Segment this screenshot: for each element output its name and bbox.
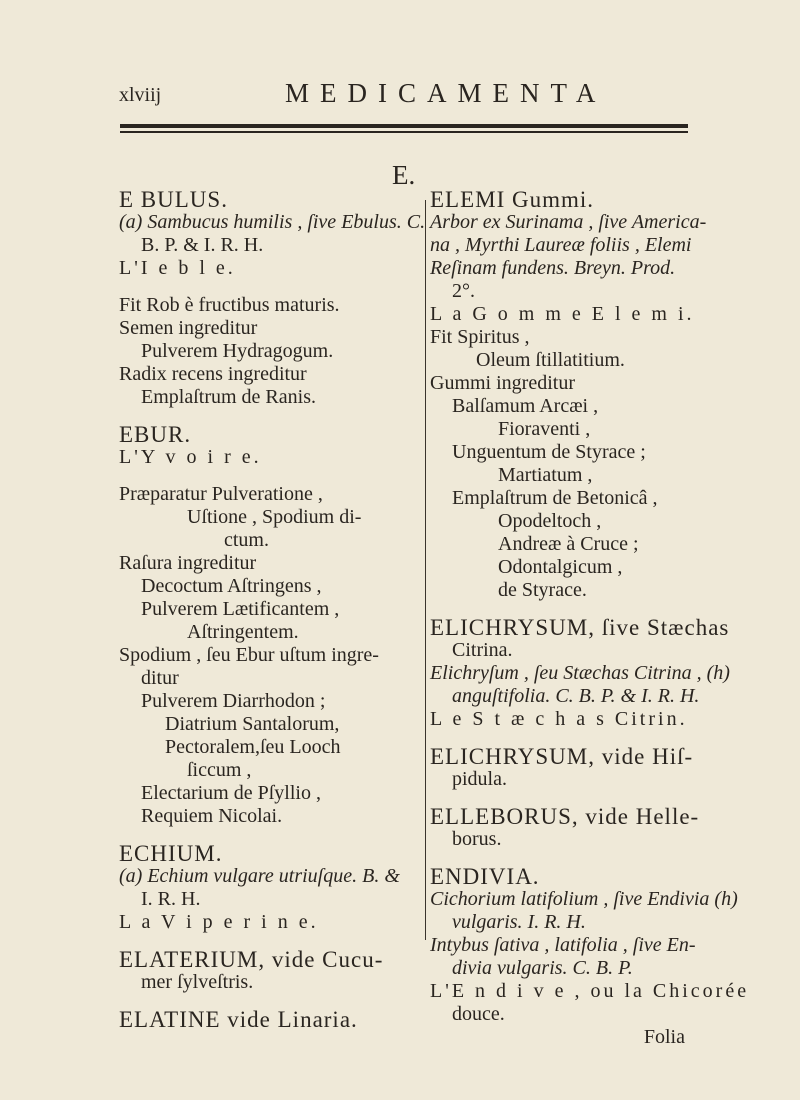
text-line: Diatrium Santalorum, xyxy=(165,713,340,735)
line-gap xyxy=(119,828,414,842)
text-line: Emplaſtrum de Betonicâ , xyxy=(452,487,658,509)
text-line: Gummi ingreditur xyxy=(430,372,575,394)
text-line: anguſtifolia. C. B. P. & I. R. H. xyxy=(452,685,700,707)
text-line: Opodeltoch , xyxy=(498,510,602,532)
text-line: I. R. H. xyxy=(141,888,201,910)
text-line: Emplaſtrum de Ranis. xyxy=(141,386,316,408)
text-line: (a) Echium vulgare utriuſque. B. & xyxy=(119,865,400,887)
line-gap xyxy=(430,731,685,745)
text-line: Pulverem Hydragogum. xyxy=(141,340,334,362)
line-gap xyxy=(430,602,685,616)
text-line: Cichorium latifolium , ſive Endivia (h) xyxy=(430,888,738,910)
text-line: Requiem Nicolai. xyxy=(141,805,283,827)
line-gap xyxy=(119,409,414,423)
entry-heading: ELEMI Gummi. xyxy=(430,187,595,212)
text-line: Odontalgicum , xyxy=(498,556,623,578)
entry-heading: ELLEBORUS, vide Helle- xyxy=(430,804,700,829)
text-line: 2°. xyxy=(452,280,475,302)
text-line: Radix recens ingreditur xyxy=(119,363,307,385)
line-gap xyxy=(119,280,414,294)
text-line: Arbor ex Surinama , ſive America- xyxy=(430,211,707,233)
text-line: Electarium de Pſyllio , xyxy=(141,782,321,804)
text-line: L a G o m m e E l e m i. xyxy=(430,303,695,325)
text-line: Elichryſum , ſeu Stæchas Citrina , (h) xyxy=(430,662,730,684)
entry-heading: ENDIVIA. xyxy=(430,864,540,889)
text-line: Pulverem Lætificantem , xyxy=(141,598,340,620)
text-line: L e S t æ c h a s Citrin. xyxy=(430,708,688,730)
line-gap xyxy=(119,469,414,483)
text-line: Pulverem Diarrhodon ; xyxy=(141,690,326,712)
text-line: Oleum ſtillatitium. xyxy=(476,349,625,371)
text-line: Balſamum Arcæi , xyxy=(452,395,599,417)
text-line: vulgaris. I. R. H. xyxy=(452,911,586,933)
text-line: L'E n d i v e , ou la Chicorée xyxy=(430,980,750,1002)
text-line: divia vulgaris. C. B. P. xyxy=(452,957,633,979)
text-line: Uſtione , Spodium di- xyxy=(187,506,362,528)
right-column xyxy=(430,187,750,1049)
text-line: L'Y v o i r e. xyxy=(119,446,262,468)
entry-heading: EBUR. xyxy=(119,422,192,447)
text-line: de Styrace. xyxy=(498,579,587,601)
text-line: Intybus ſativa , latifolia , ſive En- xyxy=(430,934,696,956)
header-rule xyxy=(120,124,688,128)
entry-heading: ELATINE vide Linaria. xyxy=(119,1007,358,1032)
text-line: Pectoralem,ſeu Looch xyxy=(165,736,341,758)
entry-heading: ELICHRYSUM, vide Hiſ- xyxy=(430,744,694,769)
column-divider xyxy=(425,200,426,940)
line-gap xyxy=(430,791,685,805)
text-line: Andreæ à Cruce ; xyxy=(498,533,639,555)
text-line: Folia xyxy=(643,1026,685,1048)
page-number: xlviij xyxy=(119,84,162,106)
text-line: ditur xyxy=(141,667,179,689)
line-gap xyxy=(119,994,414,1008)
entry-heading: ELATERIUM, vide Cucu- xyxy=(119,947,384,972)
header-rule-thin xyxy=(120,131,688,133)
text-line: Martiatum , xyxy=(498,464,593,486)
entry-heading: ECHIUM. xyxy=(119,841,223,866)
text-line: (a) Sambucus humilis , ſive Ebulus. C. xyxy=(119,211,426,233)
text-line: mer ſylveſtris. xyxy=(141,971,254,993)
text-line: Unguentum de Styrace ; xyxy=(452,441,646,463)
text-line: ctum. xyxy=(224,529,269,551)
text-line: Aſtringentem. xyxy=(187,621,299,643)
text-line: Raſura ingreditur xyxy=(119,552,257,574)
text-line: L'I e b l e. xyxy=(119,257,236,279)
section-letter: E. xyxy=(392,160,416,190)
text-line: douce. xyxy=(452,1003,505,1025)
text-line: ſiccum , xyxy=(187,759,252,781)
entry-heading: E BULUS. xyxy=(119,187,228,212)
text-line: pidula. xyxy=(452,768,507,790)
text-line: Præparatur Pulveratione , xyxy=(119,483,323,505)
text-line: Citrina. xyxy=(452,639,513,661)
left-column xyxy=(119,187,426,1032)
entry-heading: ELICHRYSUM, ſive Stæchas xyxy=(430,615,730,640)
text-line: Reſinam fundens. Breyn. Prod. xyxy=(430,257,676,279)
text-line: Fit Spiritus , xyxy=(430,326,530,348)
text-line: na , Myrthi Laureæ foliis , Elemi xyxy=(430,234,692,256)
text-line: Spodium , ſeu Ebur uſtum ingre- xyxy=(119,644,379,666)
text-line: borus. xyxy=(452,828,502,850)
text-line: Decoctum Aſtringens , xyxy=(141,575,322,597)
text-line: L a V i p e r i n e. xyxy=(119,911,319,933)
text-line: Semen ingreditur xyxy=(119,317,258,339)
running-title: MEDICAMENTA xyxy=(285,78,607,108)
line-gap xyxy=(119,934,414,948)
text-line: B. P. & I. R. H. xyxy=(141,234,264,256)
line-gap xyxy=(430,851,685,865)
text-line: Fioraventi , xyxy=(498,418,591,440)
text-line: Fit Rob è fructibus maturis. xyxy=(119,294,340,316)
